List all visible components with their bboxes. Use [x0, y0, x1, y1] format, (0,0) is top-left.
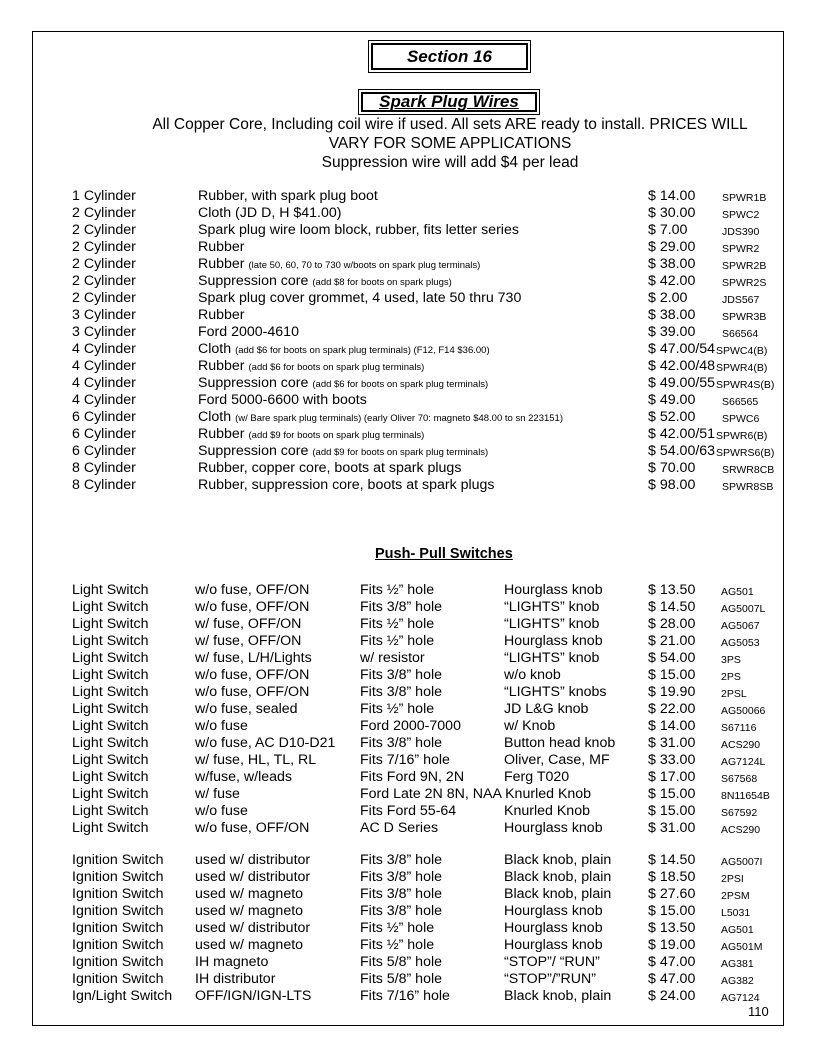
- description-note: (add $9 for boots on spark plug terminals): [248, 430, 425, 441]
- table-row: [72, 735, 784, 752]
- knob-type: Hourglass knob: [504, 903, 603, 919]
- description-text: Spark plug cover grommet, 4 used, late 50 thru 730: [198, 290, 522, 306]
- wire-description: [198, 392, 367, 409]
- part-number: AG382: [721, 975, 754, 987]
- description-text: Cloth (JD D, H $41.00): [198, 205, 342, 221]
- table-row: [72, 307, 784, 324]
- fit-info: AC D Series: [360, 820, 439, 836]
- part-number: SPWR3B: [722, 311, 767, 323]
- fit-info: Fits 7/16” hole: [360, 752, 450, 768]
- knob-type: “LIGHTS” knob: [504, 616, 600, 632]
- part-number: AG501M: [721, 941, 763, 953]
- description-text: Cloth: [198, 341, 232, 357]
- price: $ 18.50: [648, 869, 696, 885]
- wire-description: [198, 188, 378, 205]
- part-number: AG501: [721, 924, 754, 936]
- table-row: [72, 477, 784, 494]
- switch-name: Ignition Switch: [72, 852, 164, 868]
- description-text: Suppression core: [198, 375, 309, 391]
- cylinder-count: 3 Cylinder: [72, 307, 136, 323]
- table-row: [72, 188, 784, 205]
- fit-info: Fits Ford 9N, 2N: [360, 769, 465, 785]
- switch-type: used w/ magneto: [195, 886, 304, 902]
- cylinder-count: 8 Cylinder: [72, 477, 136, 493]
- table-row: [72, 222, 784, 239]
- cylinder-count: 1 Cylinder: [72, 188, 136, 204]
- table-row: [72, 239, 784, 256]
- table-row: [72, 290, 784, 307]
- part-number: AG7124: [721, 992, 760, 1004]
- wire-description: [198, 307, 245, 324]
- knob-type: Knurled Knob: [504, 803, 590, 819]
- fit-info: w/ resistor: [360, 650, 425, 666]
- cylinder-count: 2 Cylinder: [72, 273, 136, 289]
- intro-line-2: VARY FOR SOME APPLICATIONS: [328, 135, 572, 152]
- fit-info: Fits ½” hole: [360, 633, 435, 649]
- price: $ 38.00: [648, 256, 696, 272]
- description-text: Rubber, copper core, boots at spark plugs: [198, 460, 462, 476]
- part-number: L5031: [721, 907, 751, 919]
- switch-type: used w/ magneto: [195, 903, 304, 919]
- fit-info: Fits ½” hole: [360, 616, 435, 632]
- switch-type: w/o fuse: [195, 803, 248, 819]
- title-box: [358, 89, 540, 115]
- table-row: [72, 971, 784, 988]
- price: $ 29.00: [648, 239, 696, 255]
- table-row: [72, 718, 784, 735]
- price: $ 47.00: [648, 954, 696, 970]
- fit-info: Fits 5/8” hole: [360, 971, 443, 987]
- price: $ 38.00: [648, 307, 696, 323]
- part-number: S67116: [721, 722, 757, 734]
- part-number: AG7124L: [721, 756, 766, 768]
- part-number: SPWR6(B): [716, 430, 768, 442]
- table-row: [72, 769, 784, 786]
- description-text: Rubber: [198, 239, 245, 255]
- table-row: [72, 869, 784, 886]
- knob-type: w/ Knob: [504, 718, 556, 734]
- switch-type: w/ fuse, OFF/ON: [195, 633, 302, 649]
- wire-description: [198, 205, 342, 222]
- table-row: [72, 341, 784, 358]
- switch-name: Ignition Switch: [72, 920, 164, 936]
- part-number: S66564: [722, 328, 759, 340]
- knob-type: Hourglass knob: [504, 820, 603, 836]
- part-number: SPWR2B: [722, 260, 767, 272]
- switch-type: w/o fuse, OFF/ON: [195, 582, 310, 598]
- price: $ 49.00: [648, 392, 696, 408]
- part-number: SPWC2: [722, 209, 760, 221]
- description-text: Spark plug wire loom block, rubber, fits letter series: [198, 222, 519, 238]
- knob-type: JD L&G knob: [504, 701, 589, 717]
- part-number: 2PSI: [721, 873, 744, 885]
- price: $ 98.00: [648, 477, 696, 493]
- switch-name: Light Switch: [72, 786, 149, 802]
- table-row: [72, 852, 784, 869]
- knob-type: “LIGHTS” knob: [504, 650, 600, 666]
- table-row: [72, 633, 784, 650]
- price: $ 13.50: [648, 920, 696, 936]
- price: $ 47.00/54: [648, 341, 716, 357]
- fit-info: Fits ½” hole: [360, 701, 435, 717]
- cylinder-count: 4 Cylinder: [72, 375, 136, 391]
- knob-type: Hourglass knob: [504, 920, 603, 936]
- table-row: [72, 409, 784, 426]
- part-number: AG501: [721, 586, 754, 598]
- switch-name: Light Switch: [72, 616, 149, 632]
- part-number: SPWR4(B): [716, 362, 768, 374]
- switch-type: w/o fuse, OFF/ON: [195, 684, 310, 700]
- table-row: [72, 752, 784, 769]
- cylinder-count: 6 Cylinder: [72, 409, 136, 425]
- price: $ 28.00: [648, 616, 696, 632]
- price: $ 15.00: [648, 803, 696, 819]
- table-row: [72, 460, 784, 477]
- table-row: [72, 205, 784, 222]
- intro-line-3: Suppression wire will add $4 per lead: [321, 154, 579, 171]
- switch-name: Ignition Switch: [72, 954, 164, 970]
- section-label: Section 16: [371, 43, 528, 70]
- cylinder-count: 4 Cylinder: [72, 341, 136, 357]
- wire-description: [198, 290, 521, 307]
- wire-description: [198, 239, 245, 256]
- switch-type: w/ fuse: [195, 786, 240, 802]
- fit-info: Fits Ford 55-64: [360, 803, 457, 819]
- part-number: ACS290: [721, 824, 761, 836]
- table-row: [72, 273, 784, 290]
- table-row: [72, 256, 784, 273]
- table-row: [72, 324, 784, 341]
- fit-info: Fits 3/8” hole: [360, 903, 443, 919]
- part-number: SRWR8CB: [722, 464, 775, 476]
- table-row: [72, 392, 784, 409]
- part-number: SPWR8SB: [722, 481, 774, 493]
- section-label-box: [368, 40, 531, 73]
- switch-type: w/o fuse, sealed: [195, 701, 298, 717]
- switch-name: Light Switch: [72, 599, 149, 615]
- price: $ 17.00: [648, 769, 696, 785]
- part-number: AG5053: [721, 637, 760, 649]
- fit-info: Fits 5/8” hole: [360, 954, 443, 970]
- price: $ 14.50: [648, 852, 696, 868]
- switch-type: w/ fuse, L/H/Lights: [195, 650, 312, 666]
- table-row: [72, 886, 784, 903]
- switch-type: OFF/IGN/IGN-LTS: [195, 988, 312, 1004]
- wire-description: [198, 426, 424, 444]
- price: $ 33.00: [648, 752, 696, 768]
- wire-description: [198, 341, 490, 359]
- switch-name: Light Switch: [72, 582, 149, 598]
- knob-type: Hourglass knob: [504, 937, 603, 953]
- fit-info: Fits ½” hole: [360, 920, 435, 936]
- cylinder-count: 2 Cylinder: [72, 205, 136, 221]
- price: $ 49.00/55: [648, 375, 716, 391]
- table-row: [72, 701, 784, 718]
- description-note: (add $6 for boots on spark plug terminals) (F12, F14 $36.00): [235, 345, 490, 356]
- switch-type: used w/ distributor: [195, 852, 311, 868]
- price: $ 30.00: [648, 205, 696, 221]
- part-number: AG50066: [721, 705, 766, 717]
- fit-info: Fits ½” hole: [360, 582, 435, 598]
- switch-name: Ignition Switch: [72, 886, 164, 902]
- part-number: S67592: [721, 807, 758, 819]
- description-text: Rubber: [198, 358, 245, 374]
- price: $ 31.00: [648, 735, 696, 751]
- fit-info: Fits 3/8” hole: [360, 735, 443, 751]
- part-number: SPWR1B: [722, 192, 767, 204]
- price: $ 15.00: [648, 786, 696, 802]
- wire-description: [198, 409, 563, 427]
- cylinder-count: 2 Cylinder: [72, 222, 136, 238]
- switch-type: w/o fuse, AC D10-D21: [195, 735, 336, 751]
- fit-info: Ford 2000-7000: [360, 718, 461, 734]
- price: $ 14.50: [648, 599, 696, 615]
- fit-info: Fits 3/8” hole: [360, 599, 443, 615]
- knob-type: Button head knob: [504, 735, 616, 751]
- description-note: (add $9 for boots on spark plug terminals): [312, 447, 489, 458]
- wire-description: [198, 324, 299, 341]
- price: $ 14.00: [648, 718, 696, 734]
- price: $ 14.00: [648, 188, 696, 204]
- part-number: 8N11654B: [721, 790, 770, 802]
- wire-description: [198, 358, 424, 376]
- switch-name: Light Switch: [72, 752, 149, 768]
- wire-description: [198, 460, 461, 477]
- part-number: AG5067: [721, 620, 760, 632]
- knob-type: Ferg T020: [504, 769, 570, 785]
- price: $ 54.00/63: [648, 443, 716, 459]
- table-row: [72, 954, 784, 971]
- page-title: Spark Plug Wires: [361, 92, 537, 112]
- table-row: [72, 582, 784, 599]
- price: $ 39.00: [648, 324, 696, 340]
- fit-info: Fits 3/8” hole: [360, 667, 443, 683]
- switch-type: w/o fuse: [195, 718, 248, 734]
- fit-info: Fits 3/8” hole: [360, 852, 443, 868]
- fit-info: Ford Late 2N 8N, NAA Knurled Knob: [360, 786, 592, 802]
- table-row: [72, 358, 784, 375]
- description-note: (add $6 for boots on spark plug terminals): [248, 362, 425, 373]
- price: $ 47.00: [648, 971, 696, 987]
- switch-name: Light Switch: [72, 633, 149, 649]
- switch-type: used w/ distributor: [195, 869, 311, 885]
- description-text: Rubber: [198, 256, 245, 272]
- part-number: AG381: [721, 958, 754, 970]
- price: $ 22.00: [648, 701, 696, 717]
- switch-type: w/ fuse, HL, TL, RL: [195, 752, 317, 768]
- switch-type: w/fuse, w/leads: [195, 769, 292, 785]
- part-number: 2PSL: [721, 688, 747, 700]
- description-note: (late 50, 60, 70 to 730 w/boots on spark plug terminals): [248, 260, 481, 271]
- wire-description: [198, 222, 519, 239]
- part-number: 3PS: [721, 654, 741, 666]
- switch-name: Ignition Switch: [72, 869, 164, 885]
- part-number: SPWR2S: [722, 277, 767, 289]
- table-row: [72, 426, 784, 443]
- knob-type: Oliver, Case, MF: [504, 752, 610, 768]
- switch-name: Light Switch: [72, 735, 149, 751]
- switch-name: Light Switch: [72, 769, 149, 785]
- price: $ 15.00: [648, 903, 696, 919]
- price: $ 19.00: [648, 937, 696, 953]
- table-row: [72, 803, 784, 820]
- switch-name: Light Switch: [72, 650, 149, 666]
- knob-type: “STOP”/ “RUN”: [504, 954, 600, 970]
- part-number: 2PS: [721, 671, 741, 683]
- table-row: [72, 988, 784, 1005]
- table-row: [72, 443, 784, 460]
- switch-type: w/ fuse, OFF/ON: [195, 616, 302, 632]
- price: $ 27.60: [648, 886, 696, 902]
- cylinder-count: 2 Cylinder: [72, 290, 136, 306]
- description-text: Ford 2000-4610: [198, 324, 299, 340]
- switch-type: w/o fuse, OFF/ON: [195, 820, 310, 836]
- part-number: 2PSM: [721, 890, 750, 902]
- description-note: (w/ Bare spark plug terminals) (early Oliver 70: magneto $48.00 to sn 223151): [235, 413, 563, 424]
- part-number: S67568: [721, 773, 758, 785]
- intro-line-1: All Copper Core, Including coil wire if used. All sets ARE ready to install. PRICES WILL: [152, 116, 748, 133]
- switch-type: used w/ distributor: [195, 920, 311, 936]
- price: $ 42.00/51: [648, 426, 716, 442]
- part-number: SPWC6: [722, 413, 760, 425]
- switch-name: Ignition Switch: [72, 971, 164, 987]
- description-text: Rubber: [198, 426, 245, 442]
- cylinder-count: 6 Cylinder: [72, 443, 136, 459]
- switch-section-heading: Push- Pull Switches: [375, 546, 513, 562]
- part-number: JDS390: [722, 226, 760, 238]
- table-row: [72, 786, 784, 803]
- table-row: [72, 937, 784, 954]
- switch-type: IH magneto: [195, 954, 269, 970]
- table-row: [72, 684, 784, 701]
- wire-description: [198, 273, 452, 291]
- switch-type: IH distributor: [195, 971, 276, 987]
- knob-type: Black knob, plain: [504, 988, 612, 1004]
- description-text: Rubber, with spark plug boot: [198, 188, 378, 204]
- cylinder-count: 3 Cylinder: [72, 324, 136, 340]
- price: $ 2.00: [648, 290, 688, 306]
- part-number: SPWR4S(B): [716, 379, 775, 391]
- price: $ 24.00: [648, 988, 696, 1004]
- knob-type: Hourglass knob: [504, 633, 603, 649]
- fit-info: Fits ½” hole: [360, 937, 435, 953]
- wire-description: [198, 375, 488, 393]
- part-number: S66565: [722, 396, 759, 408]
- table-row: [72, 820, 784, 837]
- fit-info: Fits 3/8” hole: [360, 869, 443, 885]
- description-text: Cloth: [198, 409, 232, 425]
- part-number: SPWRS6(B): [716, 447, 775, 459]
- table-row: [72, 667, 784, 684]
- wire-description: [198, 443, 488, 461]
- cylinder-count: 2 Cylinder: [72, 256, 136, 272]
- price: $ 21.00: [648, 633, 696, 649]
- part-number: SPWC4(B): [716, 345, 768, 357]
- description-text: Ford 5000-6600 with boots: [198, 392, 367, 408]
- knob-type: “LIGHTS” knobs: [504, 684, 607, 700]
- switch-name: Ignition Switch: [72, 903, 164, 919]
- description-text: Suppression core: [198, 443, 309, 459]
- fit-info: Fits 7/16” hole: [360, 988, 450, 1004]
- knob-type: Hourglass knob: [504, 582, 603, 598]
- wire-description: [198, 477, 495, 494]
- description-text: Rubber, suppression core, boots at spark plugs: [198, 477, 495, 493]
- price: $ 31.00: [648, 820, 696, 836]
- price: $ 7.00: [648, 222, 688, 238]
- table-row: [72, 920, 784, 937]
- knob-type: w/o knob: [504, 667, 561, 683]
- switch-name: Light Switch: [72, 684, 149, 700]
- table-row: [72, 375, 784, 392]
- switch-name: Ignition Switch: [72, 937, 164, 953]
- cylinder-count: 4 Cylinder: [72, 392, 136, 408]
- part-number: JDS567: [722, 294, 760, 306]
- table-row: [72, 599, 784, 616]
- price: $ 13.50: [648, 582, 696, 598]
- knob-type: “STOP”/”RUN”: [504, 971, 596, 987]
- table-row: [72, 616, 784, 633]
- price: $ 42.00/48: [648, 358, 716, 374]
- part-number: AG5007L: [721, 603, 766, 615]
- price: $ 19.90: [648, 684, 696, 700]
- description-note: (add $8 for boots on spark plugs): [312, 277, 452, 288]
- cylinder-count: 8 Cylinder: [72, 460, 136, 476]
- price: $ 42.00: [648, 273, 696, 289]
- switch-type: w/o fuse, OFF/ON: [195, 599, 310, 615]
- switch-type: w/o fuse, OFF/ON: [195, 667, 310, 683]
- cylinder-count: 6 Cylinder: [72, 426, 136, 442]
- part-number: AG5007I: [721, 856, 763, 868]
- price: $ 70.00: [648, 460, 696, 476]
- switch-type: used w/ magneto: [195, 937, 304, 953]
- page-number: 110: [748, 1004, 769, 1019]
- cylinder-count: 2 Cylinder: [72, 239, 136, 255]
- description-text: Suppression core: [198, 273, 309, 289]
- price: $ 15.00: [648, 667, 696, 683]
- switch-name: Light Switch: [72, 820, 149, 836]
- cylinder-count: 4 Cylinder: [72, 358, 136, 374]
- description-text: Rubber: [198, 307, 245, 323]
- switch-name: Light Switch: [72, 667, 149, 683]
- knob-type: Black knob, plain: [504, 869, 612, 885]
- knob-type: Black knob, plain: [504, 852, 612, 868]
- switch-name: Ign/Light Switch: [72, 988, 173, 1004]
- knob-type: “LIGHTS” knob: [504, 599, 600, 615]
- fit-info: Fits 3/8” hole: [360, 886, 443, 902]
- switch-name: Light Switch: [72, 803, 149, 819]
- switch-name: Light Switch: [72, 718, 149, 734]
- table-row: [72, 650, 784, 667]
- wire-description: [198, 256, 480, 274]
- part-number: SPWR2: [722, 243, 760, 255]
- fit-info: Fits 3/8” hole: [360, 684, 443, 700]
- knob-type: Black knob, plain: [504, 886, 612, 902]
- part-number: ACS290: [721, 739, 761, 751]
- switch-name: Light Switch: [72, 701, 149, 717]
- description-note: (add $6 for boots on spark plug terminals): [312, 379, 489, 390]
- price: $ 52.00: [648, 409, 696, 425]
- price: $ 54.00: [648, 650, 696, 666]
- table-row: [72, 903, 784, 920]
